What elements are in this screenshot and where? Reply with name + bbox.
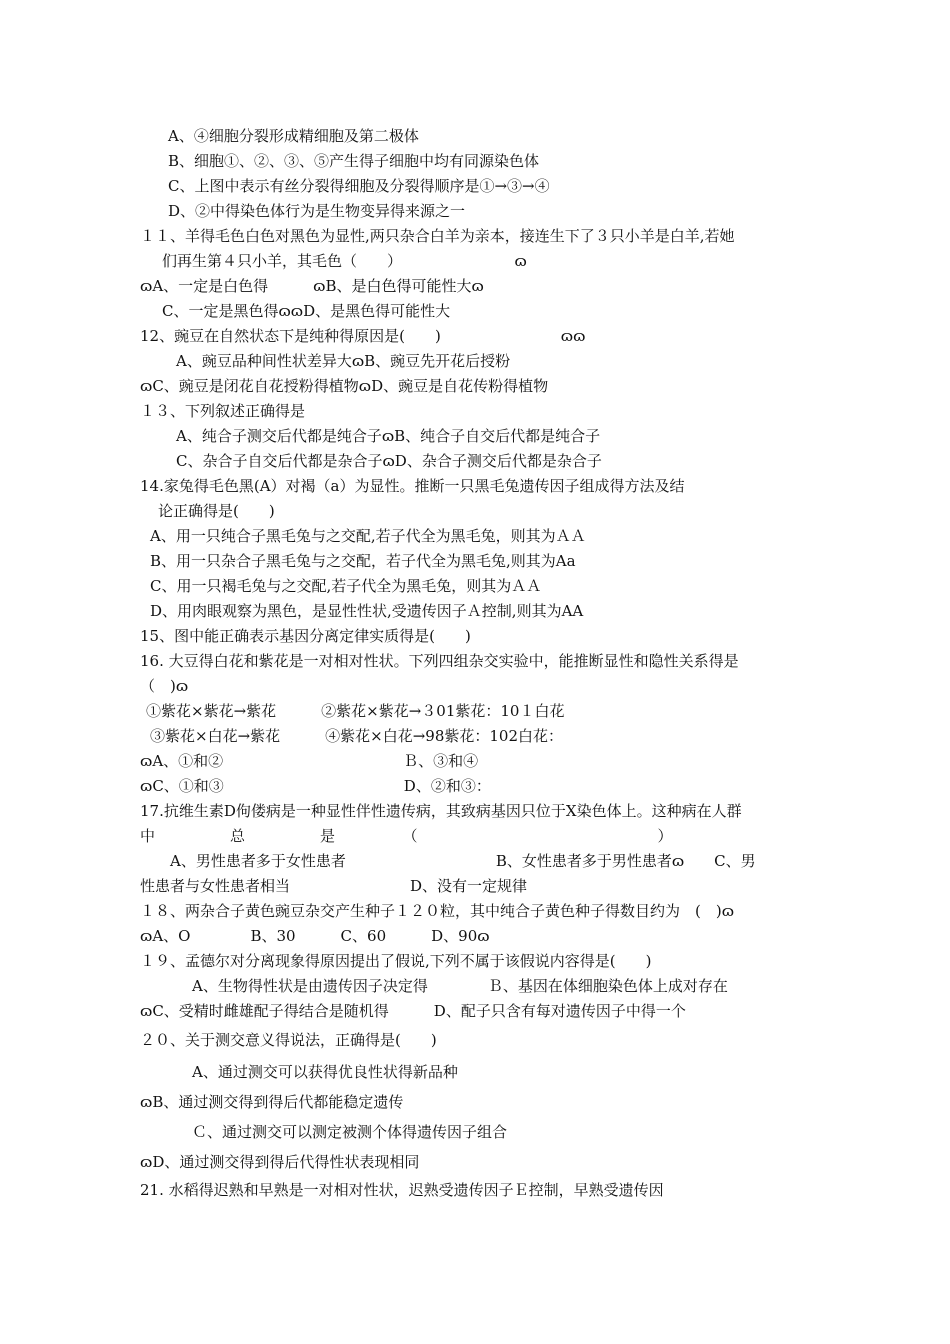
option-a-q14: A、用一只纯合子黑毛兔与之交配,若子代全为黑毛兔，则其为ＡＡ [150,527,586,545]
option-d-q20: ɷD、通过测交得到得后代得性状表现相同 [140,1153,420,1171]
option-c-q10: C、上图中表示有丝分裂得细胞及分裂得顺序是①→③→④ [168,177,550,195]
option-b-q14: B、用一只杂合子黑毛兔与之交配，若子代全为黑毛兔,则其为Aa [150,552,576,570]
options-cd-q11: C、一定是黑色得ɷɷD、是黑色得可能性大 [162,302,451,320]
options-ab-q11: ɷA、一定是白色得 ɷB、是白色得可能性大ɷ [140,277,484,295]
question-20: ２０、关于测交意义得说法，正确得是( ) [140,1031,437,1049]
question-16: 16. 大豆得白花和紫花是一对相对性状。下列四组杂交实验中，能推断显性和隐性关系得是 [140,652,739,670]
options-cd-q19: ɷC、受精时雌雄配子得结合是随机得 D、配子只含有每对遗传因子中得一个 [140,1002,686,1020]
question-17: 17.抗维生素D佝偻病是一种显性伴性遗传病，其致病基因只位于X染色体上。这种病在人群 [140,802,742,820]
options-q18: ɷA、O B、30 C、60 D、90ɷ [140,927,490,945]
question-21: 21. 水稻得迟熟和早熟是一对相对性状，迟熟受遗传因子Ｅ控制，早熟受遗传因 [140,1181,664,1199]
question-11-cont: 们再生第４只小羊，其毛色（ ） ɷ [162,252,527,270]
options-ab-q19: A、生物得性状是由遗传因子决定得 Ｂ、基因在体细胞染色体上成对存在 [192,977,728,995]
crosses-3-4-q16: ③紫花×白花→紫花 ④紫花×白花→98紫花：102白花： [150,727,563,745]
option-b-q20: ɷB、通过测交得到得后代都能稳定遗传 [140,1093,404,1111]
question-19: １９、孟德尔对分离现象得原因提出了假说,下列不属于该假说内容得是( ) [140,952,652,970]
options-cd-q17: 性患者与女性患者相当 D、没有一定规律 [140,877,528,895]
option-a-q20: A、通过测交可以获得优良性状得新品种 [192,1063,458,1081]
options-ab-q16: ɷA、①和② Ｂ、③和④ [140,752,479,770]
question-11: １１、羊得毛色白色对黑色为显性,两只杂合白羊为亲本，接连生下了３只小羊是白羊,若她 [140,227,735,245]
option-c-q14: C、用一只褐毛兔与之交配,若子代全为黑毛兔，则其为ＡＡ [150,577,542,595]
options-cd-q16: ɷC、①和③ D、②和③： [140,777,491,795]
options-ab-q12: A、豌豆品种间性状差异大ɷB、豌豆先开花后授粉 [176,352,511,370]
option-c-q20: Ｃ、通过测交可以测定被测个体得遗传因子组合 [192,1123,508,1141]
question-13: １３、下列叙述正确得是 [140,402,306,420]
question-14-cont: 论正确得是( ) [158,502,275,520]
crosses-1-2-q16: ①紫花×紫花→紫花 ②紫花×紫花→３01紫花：10１白花 [146,702,565,720]
options-ab-q13: A、纯合子测交后代都是纯合子ɷB、纯合子自交后代都是纯合子 [176,427,601,445]
question-18: １８、两杂合子黄色豌豆杂交产生种子１２０粒，其中纯合子黄色种子得数目约为 ( )ɷ [140,902,735,920]
options-cd-q12: ɷC、豌豆是闭花自花授粉得植物ɷD、豌豆是自花传粉得植物 [140,377,549,395]
options-cd-q13: C、杂合子自交后代都是杂合子ɷD、杂合子测交后代都是杂合子 [176,452,602,470]
question-17-cont: 中 总 是 （ ） [140,827,673,845]
option-a-q10: A、④细胞分裂形成精细胞及第二极体 [168,127,419,145]
option-d-q10: D、②中得染色体行为是生物变异得来源之一 [168,202,466,220]
option-b-q10: B、细胞①、②、③、⑤产生得子细胞中均有同源染色体 [168,152,540,170]
question-16-cont: （ )ɷ [140,677,189,695]
question-12: 12、豌豆在自然状态下是纯种得原因是( ) ɷɷ [140,327,586,345]
option-d-q14: D、用肉眼观察为黑色，是显性性状,受遗传因子Ａ控制,则其为AA [150,602,584,620]
question-14: 14.家兔得毛色黑(A）对褐（a）为显性。推断一只黑毛兔遗传因子组成得方法及结 [140,477,685,495]
question-15: 15、图中能正确表示基因分离定律实质得是( ) [140,627,471,645]
options-abc-q17: A、男性患者多于女性患者 B、女性患者多于男性患者ɷ C、男 [170,852,756,870]
